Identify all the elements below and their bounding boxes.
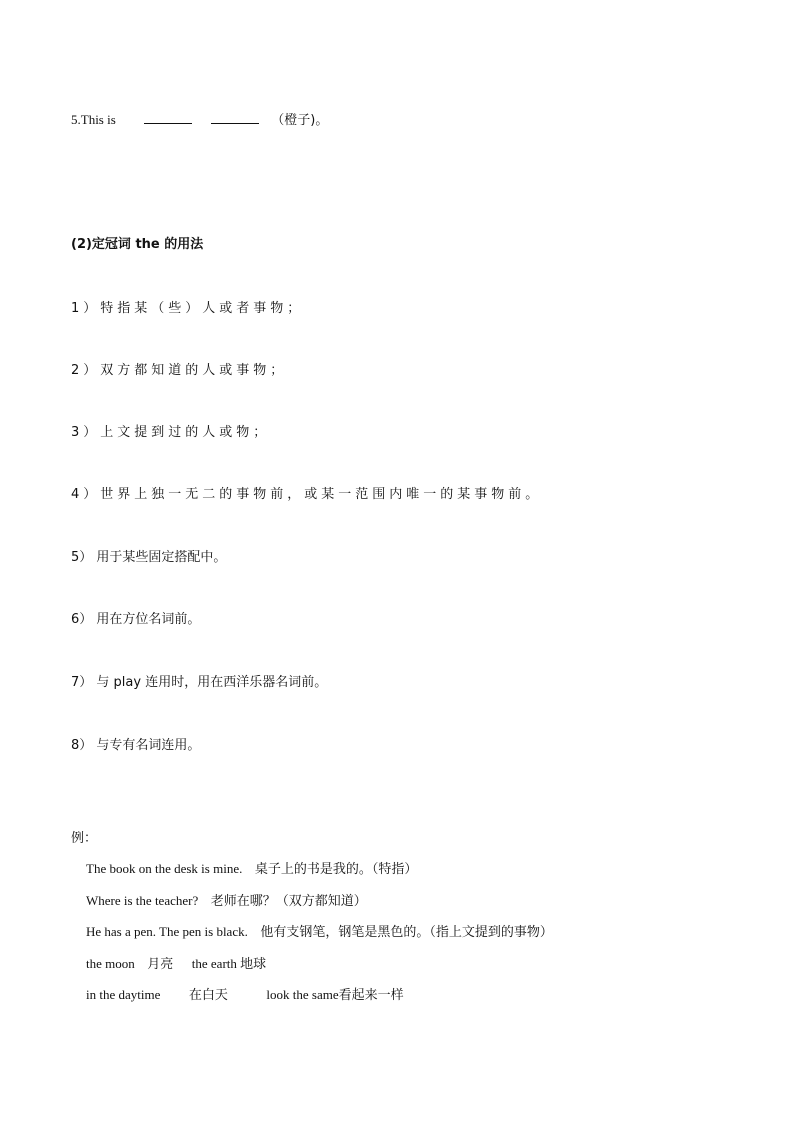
- exercise-5-line: [71, 110, 328, 130]
- rule-item-7: 7） 与 play 连用时，用在西洋乐器名词前。: [71, 675, 328, 690]
- example-4a-chinese: 月亮: [147, 957, 174, 972]
- answer-blank-1[interactable]: [144, 110, 192, 124]
- section-title: (2)定冠词 the 的用法: [71, 237, 204, 252]
- example-5b: look the same看起来一样: [266, 987, 404, 1002]
- example-4b: the earth 地球: [191, 956, 267, 971]
- answer-blank-2[interactable]: [211, 110, 259, 124]
- exercise-5-prefix: 5.This is: [71, 112, 116, 127]
- rule-item-1: 1）特指某（些）人或者事物；: [71, 301, 305, 316]
- example-4a-english: the moon: [86, 956, 135, 971]
- rule-item-3: 3）上文提到过的人或物；: [71, 425, 271, 440]
- example-5a-english: in the daytime: [86, 987, 161, 1002]
- rule-item-4: 4）世界上独一无二的事物前，或某一范围内唯一的某事物前。: [71, 487, 543, 502]
- example-1-chinese: 桌子上的书是我的。（特指）: [254, 862, 418, 877]
- example-2-chinese: 老师在哪？（双方都知道）: [210, 894, 367, 909]
- example-line-1: [86, 860, 417, 879]
- rule-item-8: 8） 与专有名词连用。: [71, 738, 201, 753]
- example-1-english: The book on the desk is mine.: [86, 861, 243, 876]
- example-3-chinese: 他有支钢笔，钢笔是黑色的。（指上文提到的事物）: [260, 925, 553, 940]
- rule-item-2: 2）双方都知道的人或事物；: [71, 363, 288, 378]
- example-3-english: He has a pen. The pen is black.: [86, 924, 248, 939]
- example-line-3: [86, 923, 553, 942]
- example-label: 例：: [71, 831, 98, 846]
- example-line-5: [86, 986, 404, 1005]
- exercise-5-hint: （橙子)。: [271, 113, 329, 128]
- example-5a-chinese: 在白天: [188, 988, 228, 1003]
- example-line-4: [86, 955, 266, 974]
- example-2-english: Where is the teacher?: [86, 893, 199, 908]
- rule-item-5: 5） 用于某些固定搭配中。: [71, 550, 227, 565]
- rule-item-6: 6） 用在方位名词前。: [71, 612, 201, 627]
- example-line-2: [86, 892, 367, 911]
